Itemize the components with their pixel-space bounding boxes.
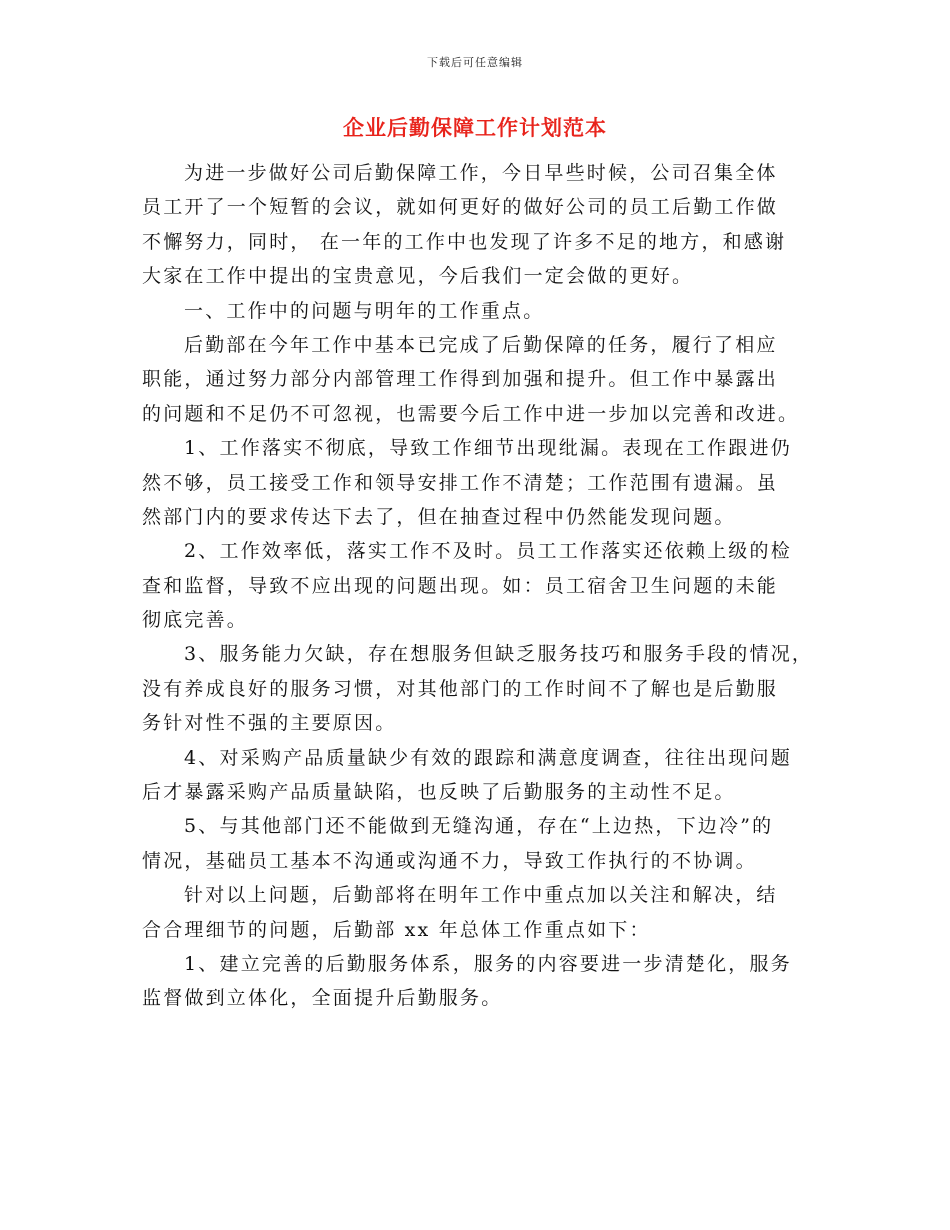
body-line: 然不够，员工接受工作和领导安排工作不清楚；工作范围有遗漏。虽 xyxy=(142,471,779,494)
body-line: 1、工作落实不彻底，导致工作细节出现纰漏。表现在工作跟进仍 xyxy=(184,437,792,460)
body-line: 没有养成良好的服务习惯，对其他部门的工作时间不了解也是后勤服 xyxy=(142,677,779,700)
body-line: 查和监督，导致不应出现的问题出现。如：员工宿舍卫生问题的未能 xyxy=(142,574,779,597)
body-line: 员工开了一个短暂的会议，就如何更好的做好公司的员工后勤工作做 xyxy=(142,196,779,219)
document-body xyxy=(142,156,814,1016)
body-line: 合合理细节的问题，后勤部 xx 年总体工作重点如下： xyxy=(142,918,651,941)
body-line: 针对以上问题，后勤部将在明年工作中重点加以关注和解决，结 xyxy=(184,884,778,907)
body-line: 4、对采购产品质量缺少有效的跟踪和满意度调查，往往出现问题 xyxy=(184,746,792,769)
body-line: 的问题和不足仍不可忽视，也需要今后工作中进一步加以完善和改进。 xyxy=(142,402,800,425)
body-line: 不懈努力，同时， 在一年的工作中也发现了许多不足的地方，和感谢 xyxy=(142,230,787,253)
body-line: 为进一步做好公司后勤保障工作，今日早些时候，公司召集全体 xyxy=(184,162,778,184)
document-title: 企业后勤保障工作计划范本 xyxy=(343,115,607,140)
header-note: 下载后可任意编辑 xyxy=(427,56,523,69)
body-line: 后才暴露采购产品质量缺陷，也反映了后勤服务的主动性不足。 xyxy=(142,781,736,804)
body-line: 一、工作中的问题与明年的工作重点。 xyxy=(184,299,545,322)
body-line: 1、建立完善的后勤服务体系，服务的内容要进一步清楚化，服务 xyxy=(184,952,792,975)
body-line: 3、服务能力欠缺，存在想服务但缺乏服务技巧和服务手段的情况， xyxy=(184,643,814,666)
body-line: 彻底完善。 xyxy=(142,609,249,632)
body-line: 然部门内的要求传达下去了，但在抽查过程中仍然能发现问题。 xyxy=(142,505,736,528)
body-line: 职能，通过努力部分内部管理工作得到加强和提升。但工作中暴露出 xyxy=(142,368,779,391)
body-line: 5、与其他部门还不能做到无缝沟通，存在“上边热，下边冷”的 xyxy=(184,815,774,838)
body-line: 监督做到立体化，全面提升后勤服务。 xyxy=(142,987,503,1010)
body-line: 后勤部在今年工作中基本已完成了后勤保障的任务，履行了相应 xyxy=(184,333,778,356)
body-line: 2、工作效率低，落实工作不及时。员工工作落实还依赖上级的检 xyxy=(184,540,792,563)
body-line: 务针对性不强的主要原因。 xyxy=(142,712,397,735)
body-line: 大家在工作中提出的宝贵意见，今后我们一定会做的更好。 xyxy=(142,265,694,288)
body-line: 情况，基础员工基本不沟通或沟通不力，导致工作执行的不协调。 xyxy=(142,849,757,872)
